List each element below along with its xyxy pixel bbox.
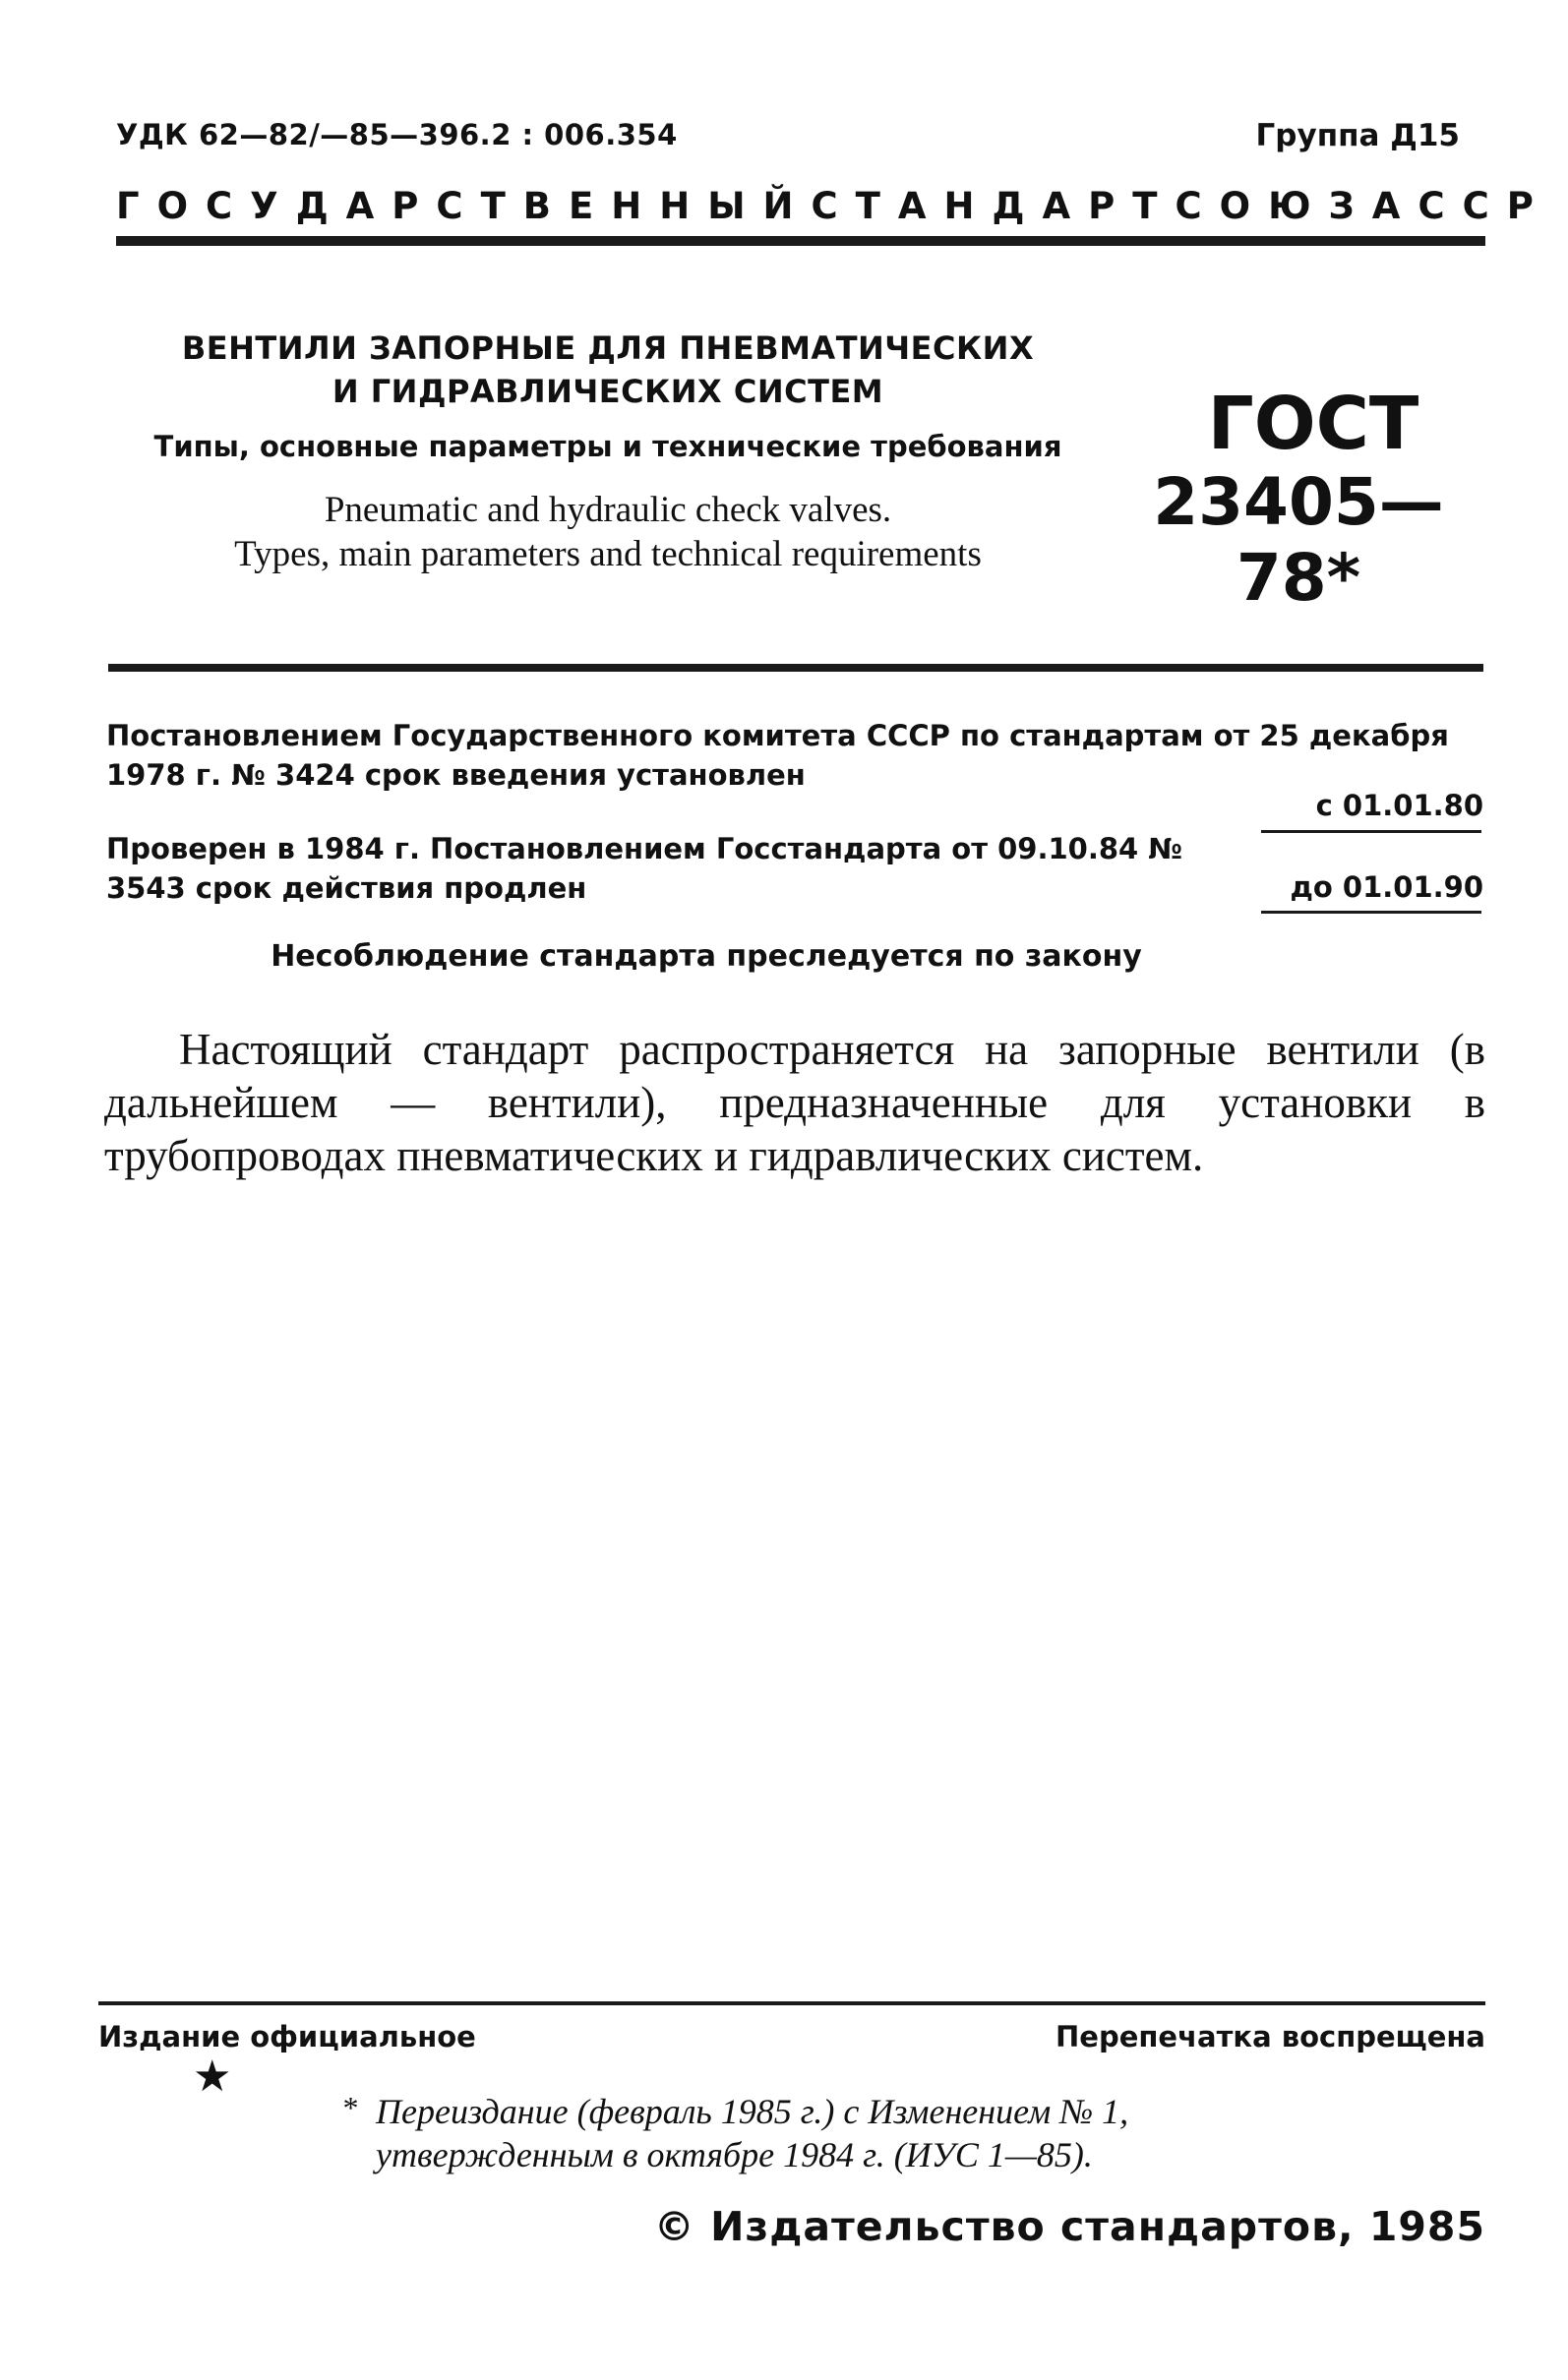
group-code: Группа Д15	[1255, 118, 1460, 153]
gost-label: ГОСТ	[1207, 382, 1419, 466]
checked-text: Проверен в 1984 г. Постановлением Госстандарта от 09.10.84 № 3543 срок действия продлен	[106, 832, 1183, 905]
effective-date-rule	[1261, 830, 1481, 833]
gost-number: 23405—78*	[1153, 464, 1444, 616]
state-standard-banner	[116, 185, 1551, 227]
footnote-line-2: утвержденным в октябре 1984 г. (ИУС 1—85).	[376, 2135, 1093, 2174]
reprint-prohibited: Перепечатка воспрещена	[1055, 2020, 1485, 2053]
subtitle: Типы, основные параметры и технические требования	[153, 430, 1062, 463]
footnote	[376, 2090, 1359, 2176]
english-title-line-1: Pneumatic and hydraulic check valves.	[324, 490, 892, 530]
decree-text: Постановлением Государственного комитета СССР по стандартам от 25 декабря 1978 г. № 3424 срок введения установлен	[106, 719, 1449, 792]
banner-word-1: ГОСУДАРСТВЕННЫЙ	[116, 185, 812, 227]
footer-rule	[98, 2001, 1485, 2005]
footnote-line-1: Переиздание (февраль 1985 г.) с Изменением № 1,	[376, 2092, 1129, 2131]
star-icon: ★	[193, 2052, 232, 2102]
title-line-1: ВЕНТИЛИ ЗАПОРНЫЕ ДЛЯ ПНЕВМАТИЧЕСКИХ	[181, 329, 1035, 367]
official-edition: Издание официальное	[98, 2020, 476, 2053]
udc-code: УДК 62—82/—85—396.2 : 006.354	[116, 118, 678, 151]
validity-date-rule	[1261, 911, 1481, 914]
banner-word-3: СОЮЗА	[1175, 185, 1418, 227]
title-block	[116, 329, 1100, 575]
section-rule	[108, 664, 1483, 672]
law-notice: Несоблюдение стандарта преследуется по закону	[271, 939, 1142, 974]
english-title-line-2: Types, main parameters and technical requirements	[234, 534, 982, 574]
banner-word-4: ССР	[1417, 185, 1551, 227]
footnote-mark: *	[341, 2090, 357, 2125]
validity-date: до 01.01.90	[1290, 870, 1483, 904]
banner-word-2: СТАНДАРТ	[811, 185, 1176, 227]
header-rule	[116, 236, 1485, 246]
body-paragraph: Настоящий стандарт распространяется на запорные вентили (в дальнейшем — вентили), предназначенные для установки в трубопроводах пневматических и гидравлических систем.	[104, 1025, 1485, 1180]
copyright: © Издательство стандартов, 1985	[653, 2203, 1485, 2250]
effective-date: с 01.01.80	[1315, 789, 1483, 822]
title-line-2: И ГИДРАВЛИЧЕСКИХ СИСТЕМ	[332, 373, 884, 410]
